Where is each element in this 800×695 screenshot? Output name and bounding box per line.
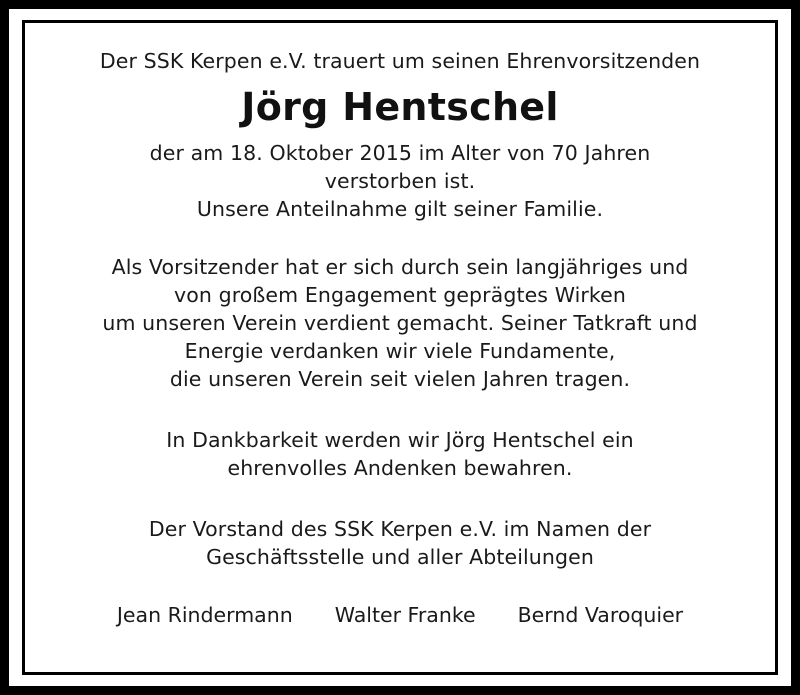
tribute-line-4: Energie verdanken wir viele Fundamente, [184,339,616,363]
signatories [22,601,778,629]
gratitude-line-2: ehrenvolles Andenken bewahren. [227,456,573,480]
signatory-name: Jean Rindermann [116,603,293,627]
deceased-name: Jörg Hentschel [241,85,559,129]
death-line-2: verstorben ist. [324,169,476,193]
tribute-line-1: Als Vorsitzender hat er sich durch sein langjähriges und [111,255,689,279]
death-line-3: Unsere Anteilnahme gilt seiner Familie. [196,197,604,221]
death-line-1: der am 18. Oktober 2015 im Alter von 70 Jahren [149,141,651,165]
board-line-1: Der Vorstand des SSK Kerpen e.V. im Namen der [148,517,652,541]
tribute-line-5: die unseren Verein seit vielen Jahren tragen. [169,367,631,391]
intro-line: Der SSK Kerpen e.V. trauert um seinen Ehrenvorsitzenden [99,49,701,73]
gratitude-line-1: In Dankbarkeit werden wir Jörg Hentschel ein [166,428,634,452]
board-line-2: Geschäftsstelle und aller Abteilungen [206,545,594,569]
tribute-line-3: um unseren Verein verdient gemacht. Seiner Tatkraft und [102,311,698,335]
death-paragraph [22,139,778,223]
obituary-notice [22,20,778,629]
tribute-line-2: von großem Engagement geprägtes Wirken [174,283,626,307]
tribute-paragraph [22,253,778,393]
gratitude-paragraph [22,426,778,482]
signatory-name: Bernd Varoquier [517,603,684,627]
board-paragraph [22,515,778,571]
signatory-name: Walter Franke [334,603,476,627]
